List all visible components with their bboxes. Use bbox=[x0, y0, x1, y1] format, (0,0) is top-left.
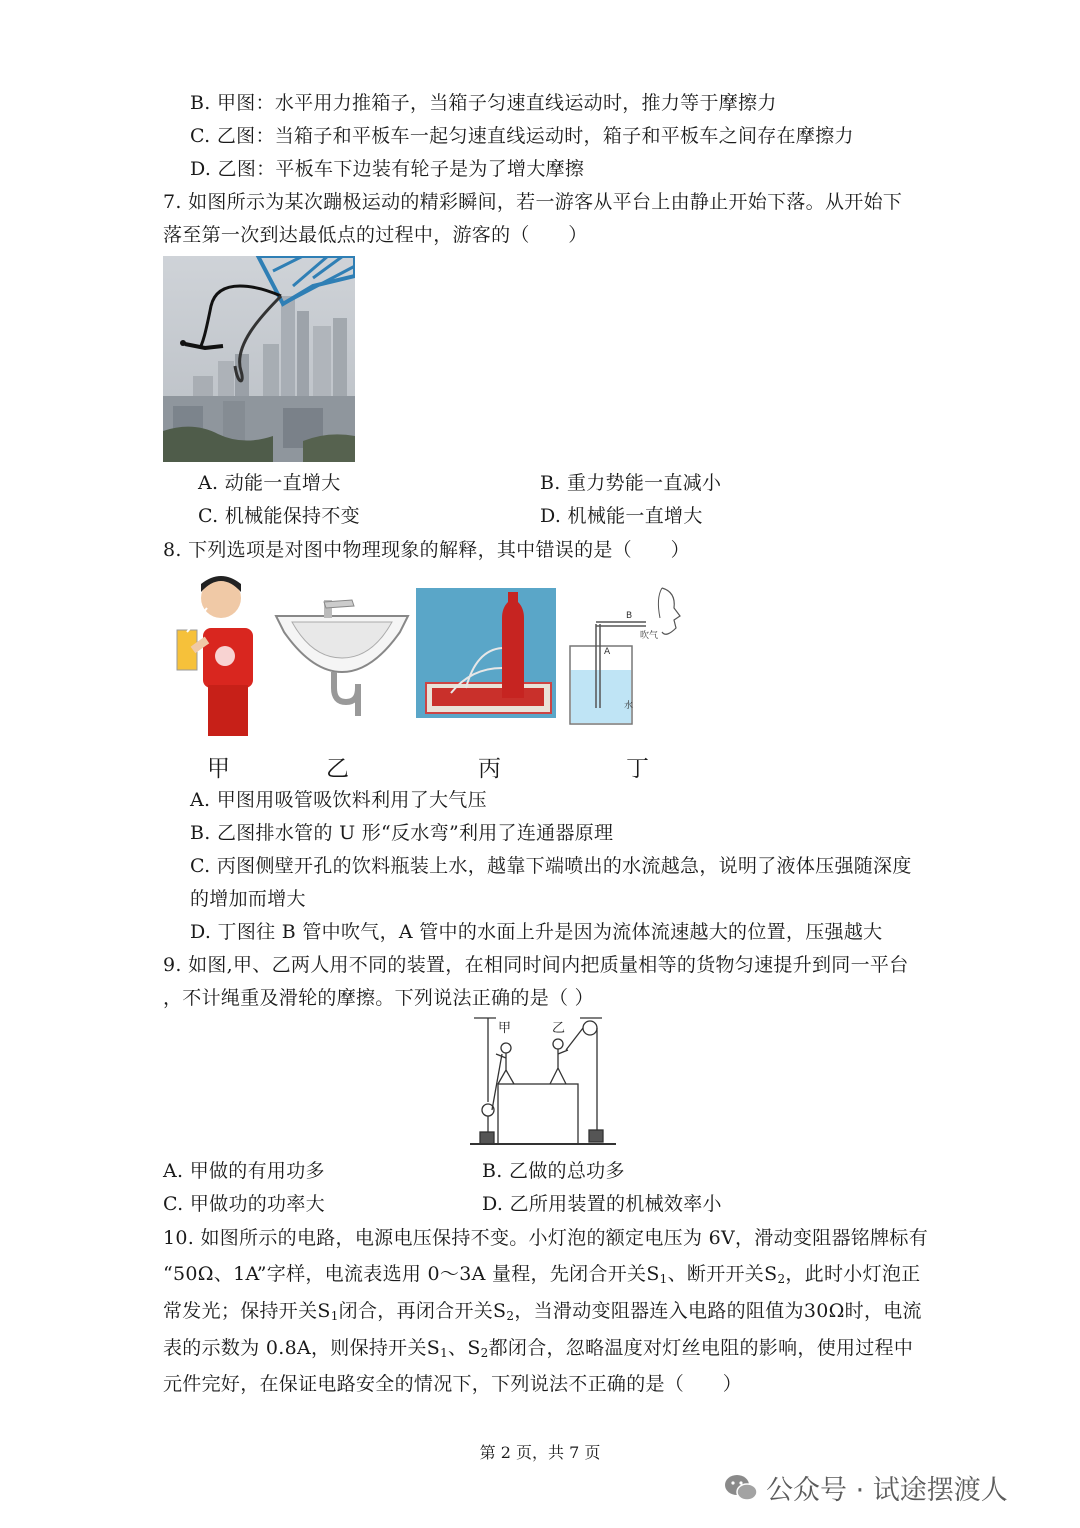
pulley-figure bbox=[470, 1014, 616, 1152]
fig-label-bing: 丙 bbox=[478, 756, 501, 782]
q8-option-c-line2: 的增加而增大 bbox=[190, 888, 306, 910]
q8-option-a: A. 甲图用吸管吸饮料利用了大气压 bbox=[190, 789, 487, 811]
q10-line1: 10. 如图所示的电路，电源电压保持不变。小灯泡的额定电压为 6V，滑动变阻器铭牌标有 bbox=[163, 1227, 929, 1249]
fig-ding-label-a: A bbox=[604, 647, 611, 657]
q9-option-a: A. 甲做的有用功多 bbox=[163, 1160, 325, 1182]
q9-option-d: D. 乙所用装置的机械效率小 bbox=[482, 1193, 722, 1215]
q10-line4: 表的示数为 0.8A，则保持开关$S_1$、$S_2$都闭合，忽略温度对灯丝电阻的影响，使用过程中 bbox=[163, 1337, 914, 1360]
fig-label-jia: 甲 bbox=[207, 756, 230, 782]
watermark bbox=[724, 1468, 1008, 1507]
q10-line3: 常发光；保持开关$S_1$闭合，再闭合开关$S_2$，当滑动变阻器连入电路的阻值为30Ω时，电流 bbox=[163, 1300, 922, 1323]
beaker-blow-figure bbox=[566, 578, 696, 728]
page-number: 第 2 页，共 7 页 bbox=[479, 1443, 601, 1462]
q9-option-b: B. 乙做的总功多 bbox=[482, 1160, 625, 1182]
q7-option-d: D. 机械能一直增大 bbox=[540, 505, 703, 527]
q8-option-c-line1: C. 丙图侧壁开孔的饮料瓶装上水，越靠下端喷出的水流越急，说明了液体压强随深度 bbox=[190, 855, 912, 877]
pulley-label-yi: 乙 bbox=[552, 1021, 566, 1036]
q9-stem-line1: 9. 如图,甲、乙两人用不同的装置，在相同时间内把质量相等的货物匀速提升到同一平台 bbox=[163, 954, 909, 976]
q9-stem-line2: ，不计绳重及滑轮的摩擦。下列说法正确的是（ ） bbox=[163, 987, 594, 1009]
q6-option-b: B. 甲图：水平用力推箱子，当箱子匀速直线运动时，推力等于摩擦力 bbox=[190, 92, 777, 114]
q6-option-d: D. 乙图：平板车下边装有轮子是为了增大摩擦 bbox=[190, 158, 585, 180]
q7-stem-line2: 落至第一次到达最低点的过程中，游客的（ ） bbox=[163, 224, 588, 246]
fig-ding-label-b: B bbox=[626, 611, 633, 621]
q7-option-c: C. 机械能保持不变 bbox=[198, 505, 360, 527]
fig-ding-label-blow: 吹气 bbox=[640, 631, 659, 641]
q8-option-d: D. 丁图往 B 管中吹气，A 管中的水面上升是因为流体流速越大的位置，压强越大 bbox=[190, 921, 883, 943]
q7-stem-line1: 7. 如图所示为某次蹦极运动的精彩瞬间，若一游客从平台上由静止开始下落。从开始下 bbox=[163, 191, 903, 213]
fig-ding-label-water: 水 bbox=[624, 701, 634, 711]
q8-option-b: B. 乙图排水管的 U 形“反水弯”利用了连通器原理 bbox=[190, 822, 614, 844]
wechat-icon bbox=[724, 1473, 758, 1503]
bottle-holes-figure bbox=[416, 588, 556, 718]
q7-option-b: B. 重力势能一直减小 bbox=[540, 472, 722, 494]
watermark-text: 公众号 · 试途摆渡人 bbox=[766, 1475, 1008, 1506]
q10-line2: “50Ω、1A”字样，电流表选用 0～3A 量程，先闭合开关$S_1$、断开开关$S_2$，此时小灯泡正 bbox=[163, 1263, 921, 1286]
fig-label-ding: 丁 bbox=[626, 756, 649, 782]
boy-straw-figure bbox=[163, 570, 263, 736]
q8-stem: 8. 下列选项是对图中物理现象的解释，其中错误的是（ ） bbox=[163, 539, 690, 561]
q9-option-c: C. 甲做功的功率大 bbox=[163, 1193, 325, 1215]
q7-option-a: A. 动能一直增大 bbox=[198, 472, 341, 494]
sink-trap-figure bbox=[272, 592, 412, 716]
bungee-photo bbox=[163, 256, 355, 462]
q10-line5: 元件完好，在保证电路安全的情况下，下列说法不正确的是（ ） bbox=[163, 1373, 743, 1395]
fig-label-yi: 乙 bbox=[326, 756, 349, 782]
q6-option-c: C. 乙图：当箱子和平板车一起匀速直线运动时，箱子和平板车之间存在摩擦力 bbox=[190, 125, 854, 147]
pulley-label-jia: 甲 bbox=[498, 1021, 512, 1036]
